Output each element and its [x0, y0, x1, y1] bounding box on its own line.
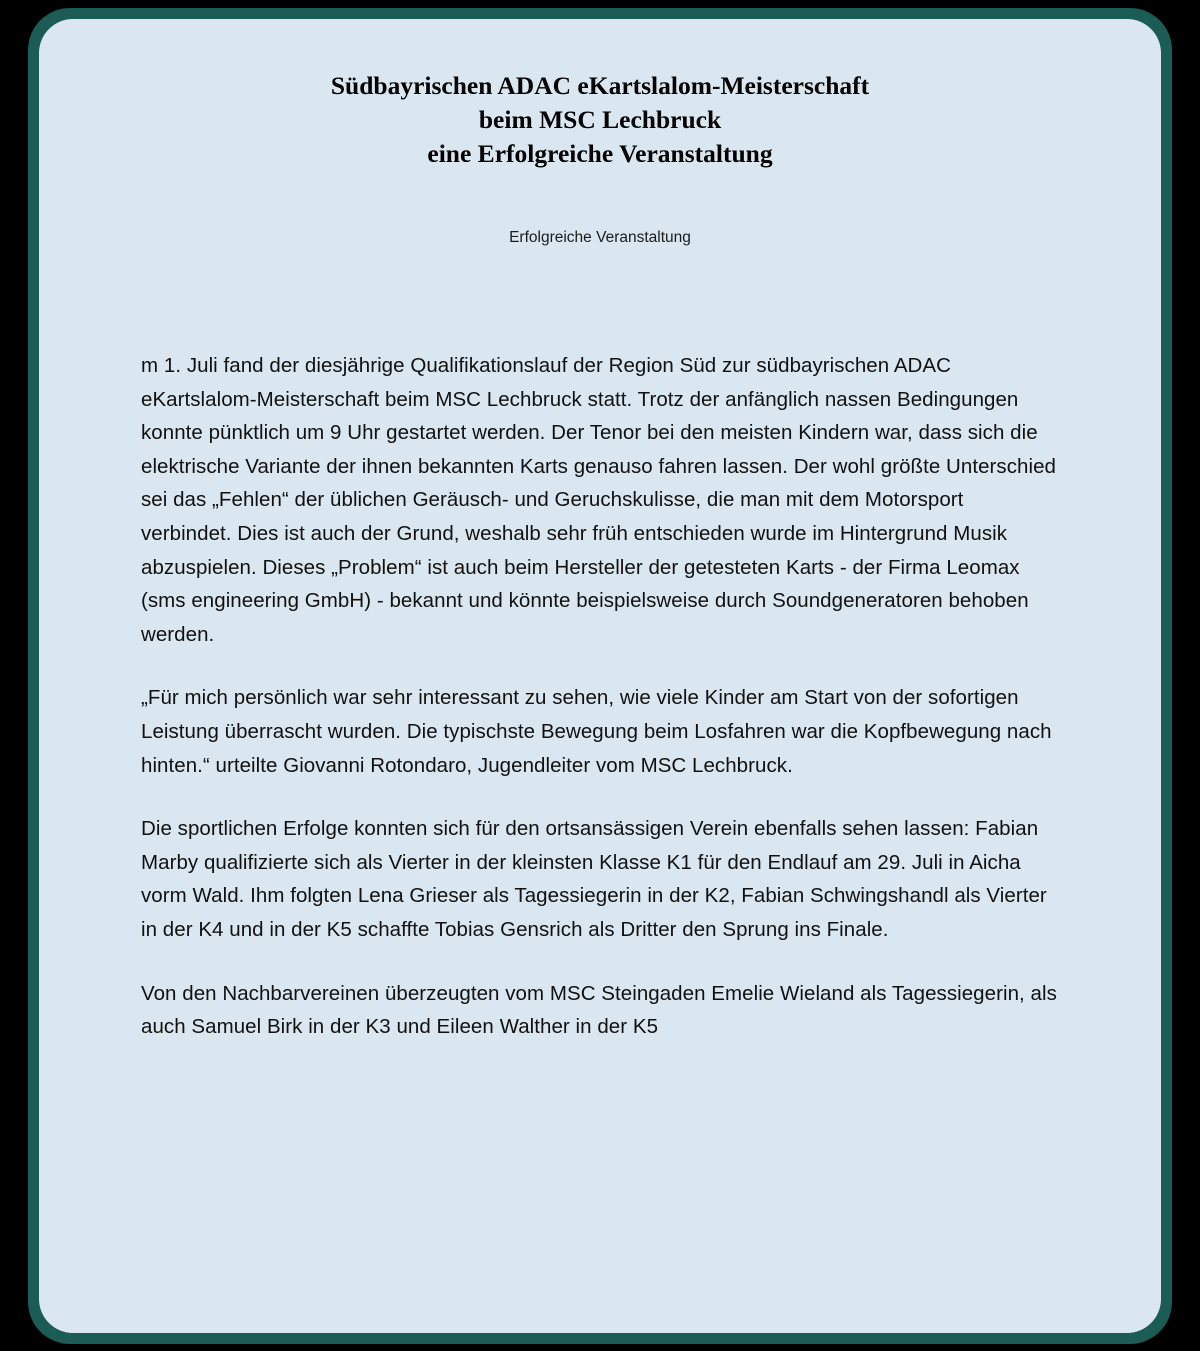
page-subtitle: Erfolgreiche Veranstaltung	[509, 229, 691, 246]
paragraph: „Für mich persönlich war sehr interessant zu sehen, wie viele Kinder am Start von der sofortigen Leistung überrascht wurden. Die typischste Bewegung beim Losfahren war die Kopfbewegung nach hinten.“ urteilte Giovanni Rotondaro, Jugendleiter vom MSC Lechbruck.	[141, 686, 1052, 777]
paragraph: m 1. Juli fand der diesjährige Qualifikationslauf der Region Süd zur südbayrischen ADAC eKartslalom-Meisterschaft beim MSC Lechbruck statt. Trotz der anfänglich nassen Bedingungen konnte pünktlich um 9 Uhr gestartet werden. Der Tenor bei den meisten Kindern war, dass sich die elektrische Variante der ihnen bekannten Karts genauso fahren lassen. Der wohl größte Unterschied sei das „Fehlen“ der üblichen Geräusch- und Geruchskulisse, die man mit dem Motorsport verbindet. Dies ist auch der Grund, weshalb sehr früh entschieden wurde im Hintergrund Musik abzuspielen. Dieses „Problem“ ist auch beim Hersteller der getesteten Karts - der Firma Leomax (sms engineering GmbH) - bekannt und könnte beispielsweise durch Soundgeneratoren behoben werden.	[141, 354, 1056, 646]
page-title-line-3: eine Erfolgreiche Veranstaltung	[427, 139, 773, 168]
article-body	[107, 349, 1093, 1044]
paragraph: Von den Nachbarvereinen überzeugten vom MSC Steingaden Emelie Wieland als Tagessiegerin, als auch Samuel Birk in der K3 und Eileen Walther in der K5	[141, 981, 1057, 1039]
page-title-line-2: beim MSC Lechbruck	[478, 105, 722, 134]
paragraph: Die sportlichen Erfolge konnten sich für den ortsansässigen Verein ebenfalls sehen lassen: Fabian Marby qualifizierte sich als Vierter in der kleinsten Klasse K1 für den Endlauf am 29. Juli in Aicha vorm Wald. Ihm folgten Lena Grieser als Tagessiegerin in der K2, Fabian Schwingshandl als Vierter in der K4 und in der K5 schaffte Tobias Gensrich als Dritter den Sprung ins Finale.	[141, 817, 1047, 941]
page-content	[39, 19, 1161, 1333]
page-frame	[28, 8, 1172, 1344]
page-title	[107, 69, 1093, 171]
page-title-line-1: Südbayrischen ADAC eKartslalom-Meisterschaft	[330, 71, 870, 100]
